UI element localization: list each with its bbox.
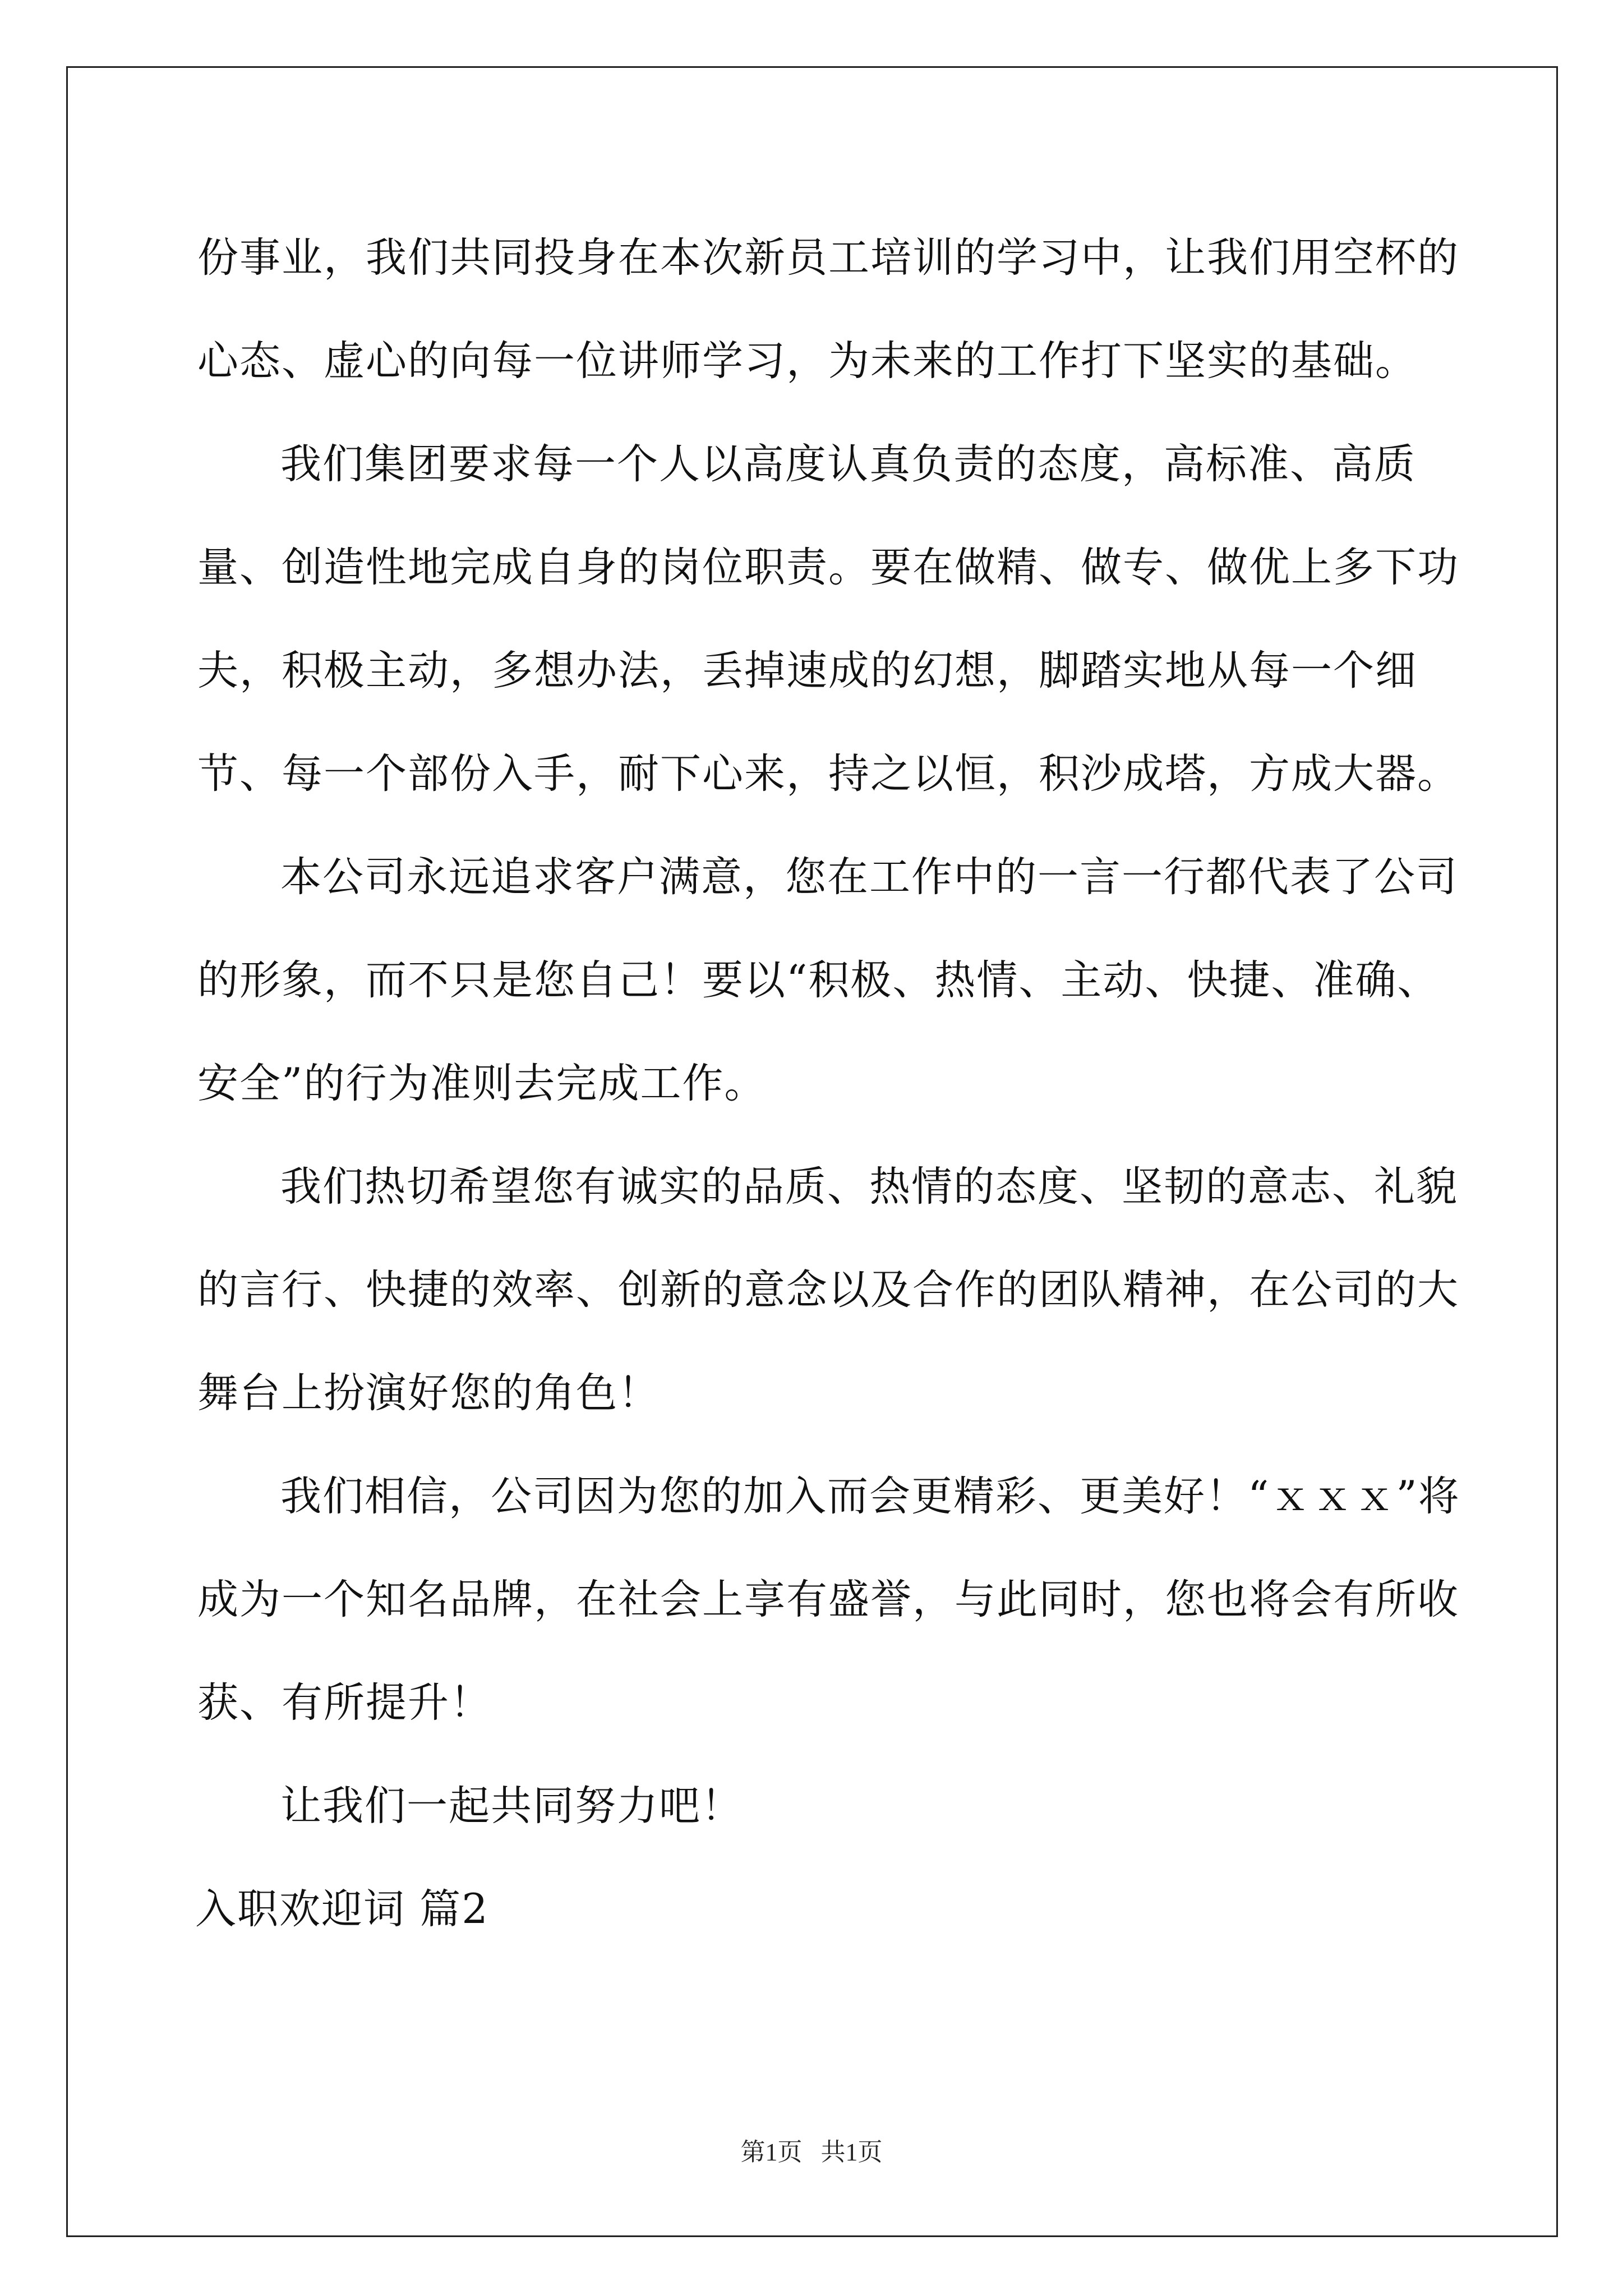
page-footer xyxy=(0,2132,1623,2168)
paragraph-4: 我们热切希望您有诚实的品质、热情的态度、坚韧的意志、礼貌的言行、快捷的效率、创新的意念以及合作的团队精神，在公司的大舞台上扮演好您的角色！ xyxy=(197,1163,1459,1417)
page-number: 第1页 共1页 xyxy=(740,2138,883,2166)
section-heading: 入职欢迎词 篇2 xyxy=(195,1885,489,1933)
paragraph-1: 份事业，我们共同投身在本次新员工培训的学习中，让我们用空杯的心态、虚心的向每一位讲师学习，为未来的工作打下坚实的基础。 xyxy=(197,234,1459,385)
paragraph-6: 让我们一起共同努力吧！ xyxy=(280,1782,743,1830)
paragraph-5: 我们相信，公司因为您的加入而会更精彩、更美好！“ｘｘｘ”将成为一个知名品牌，在社会上享有盛誉，与此同时，您也将会有所收获、有所提升！ xyxy=(197,1473,1460,1727)
paragraph-3: 本公司永远追求客户满意，您在工作中的一言一行都代表了公司的形象，而不只是您自己！要以“积极、热情、主动、快捷、准确、安全”的行为准则去完成工作。 xyxy=(197,853,1458,1107)
document-body xyxy=(197,206,1465,1961)
paragraph-2: 我们集团要求每一个人以高度认真负责的态度，高标准、高质量、创造性地完成自身的岗位职责。要在做精、做专、做优上多下功夫，积极主动，多想办法，丢掉速成的幻想，脚踏实地从每一个细节、每一个部份入手，耐下心来，持之以恒，积沙成塔，方成大器。 xyxy=(197,440,1459,798)
